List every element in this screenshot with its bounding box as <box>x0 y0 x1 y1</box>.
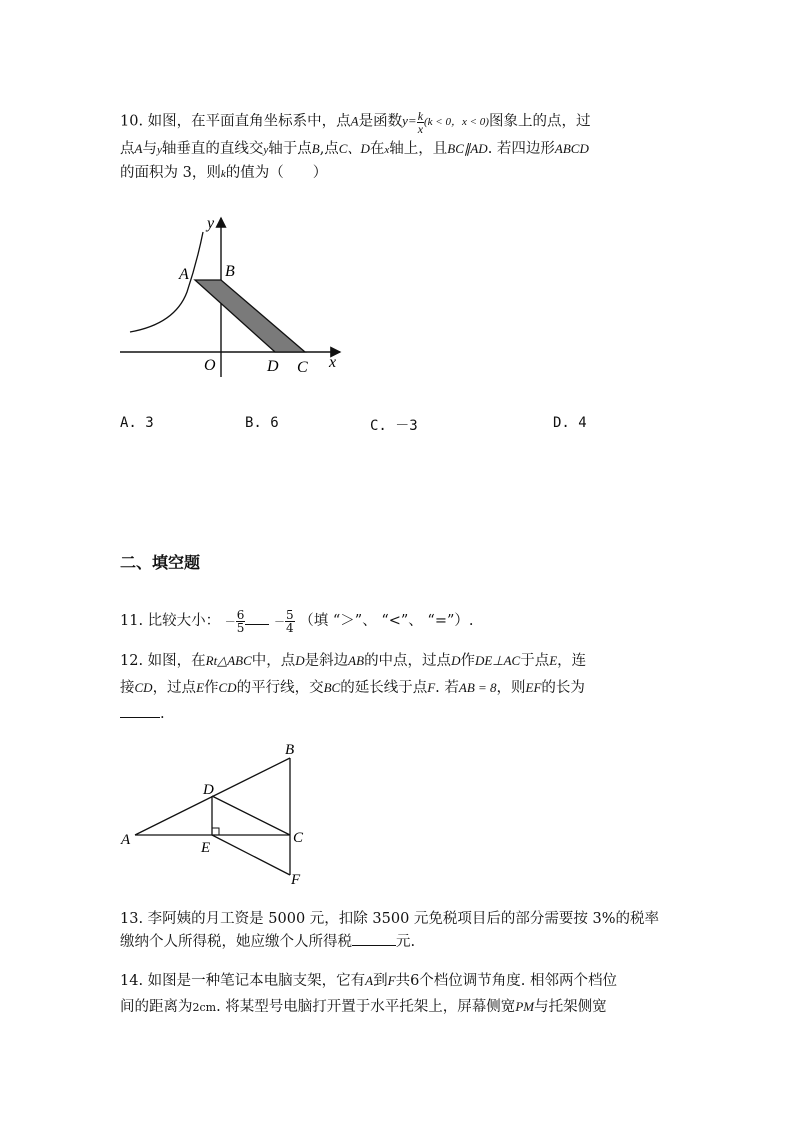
option-d: D. 4 <box>553 415 587 431</box>
label-d: D <box>267 358 279 375</box>
q14-line-2: 间的距离为2cm. 将某型号电脑打开置于水平托架上，屏幕侧宽PM与托架侧宽 <box>120 999 607 1015</box>
q11-line: 11. 比较大小： － $\frac{6}{5}$ － $\frac{5}{4}$ （填 “＞”、 “<”、 “=”）. <box>120 607 474 635</box>
option-c: C. －3 <box>370 418 418 434</box>
label-a: A <box>179 266 189 283</box>
label-f: F <box>291 872 301 888</box>
q12-figure <box>115 738 315 888</box>
label-x: x <box>329 354 337 371</box>
label-b: B <box>285 742 295 758</box>
segment-ef <box>212 835 290 875</box>
option-a: A. 3 <box>120 415 154 431</box>
function-formula: y= $\frac{k}{x}$ (k < 0，x < 0) <box>402 109 489 136</box>
q12-line-3: . <box>120 703 680 725</box>
option-b: B. 6 <box>245 415 279 431</box>
q14-line-1: 14. 如图是一种笔记本电脑支架，它有A到F共6个档位调节角度. 相邻两个档位 <box>120 973 618 989</box>
label-b: B <box>225 263 235 280</box>
right-angle-mark <box>212 828 219 835</box>
q10-figure <box>115 212 355 382</box>
q12-line-2: 接CD，过点E作CD的平行线，交BC的延长线于点F. 若AB = 8，则EF的长为 <box>120 680 585 696</box>
section-title: 二、填空题 <box>120 553 201 572</box>
fraction-1: $\frac{6}{5}$ <box>236 607 245 635</box>
answer-blank-11[interactable] <box>245 610 269 625</box>
q13-line-1: 13. 李阿姨的月工资是 5000 元，扣除 3500 元免税项目后的部分需要按 3%的税率 <box>120 911 660 927</box>
label-y: y <box>207 215 215 232</box>
answer-blank-13[interactable] <box>352 931 396 946</box>
parallelogram-abcd <box>195 280 305 352</box>
label-o: O <box>204 357 216 374</box>
label-c: C <box>297 359 308 376</box>
label-d: D <box>203 782 214 798</box>
segment-dc <box>212 796 290 835</box>
label-e: E <box>201 840 211 856</box>
q13-line-2: 缴纳个人所得税，她应缴个人所得税 元. <box>120 931 680 953</box>
q10-line-1: 10. 如图，在平面直角坐标系中，点A是函数y= $\frac{k}{x}$ (k < 0，x < 0)图象上的点，过 <box>120 109 591 136</box>
q12-line-1: 12. 如图，在Rt△ABC中，点D是斜边AB的中点，过点D作DE⊥AC于点E，连 <box>120 653 587 669</box>
label-a: A <box>121 832 131 848</box>
answer-blank-12[interactable] <box>120 703 160 718</box>
q10-line-3: 的面积为 3，则k的值为（ ） <box>120 165 328 181</box>
hyperbola-curve <box>130 232 203 332</box>
label-c: C <box>293 830 304 846</box>
q10-line-2: 点A与y轴垂直的直线交y轴于点B,点C、D在x轴上，且BC∥AD. 若四边形ABCD <box>120 141 589 157</box>
fraction-2: $\frac{5}{4}$ <box>286 607 294 635</box>
q10-number: 10. <box>120 113 144 130</box>
